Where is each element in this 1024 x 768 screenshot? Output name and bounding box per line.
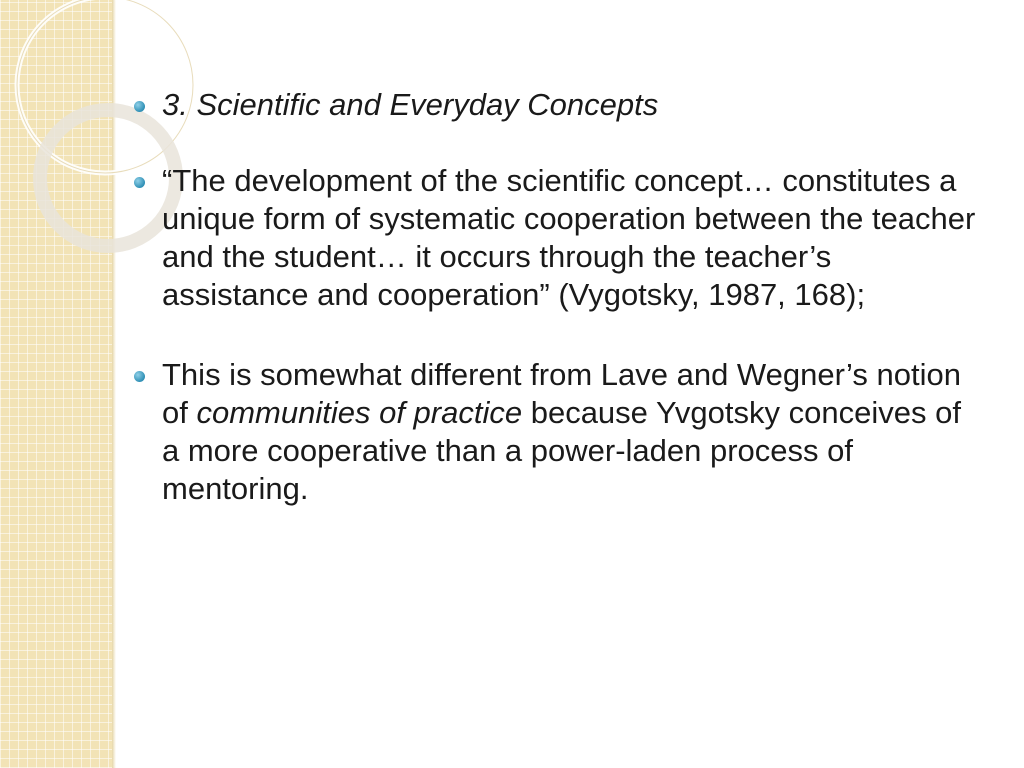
bullet-text-after: because Yvgotsky conceives of a more cooperative than a power-laden process of mentoring. [162, 395, 961, 506]
bullet-text: 3. Scientific and Everyday Concepts [162, 87, 659, 122]
bullet-dot-icon [134, 101, 145, 112]
bullet-text-emphasis: communities of practice [196, 395, 523, 430]
bullet-item-comparison [132, 356, 982, 508]
bullet-dot-icon [134, 371, 145, 382]
bullet-item-title [132, 86, 982, 124]
bullet-text-before: This is somewhat different from Lave and Wegner’s notion of [162, 357, 961, 430]
bullet-dot-icon [134, 177, 145, 188]
bullet-text: “The development of the scientific concept… constitutes a unique form of systematic cooperation between the teacher and the student… it occurs through the teacher’s assistance and cooperation” (Vygotsky, 1987, 168); [162, 163, 976, 312]
slide-content [132, 86, 982, 508]
bullet-item-quote [132, 162, 982, 314]
